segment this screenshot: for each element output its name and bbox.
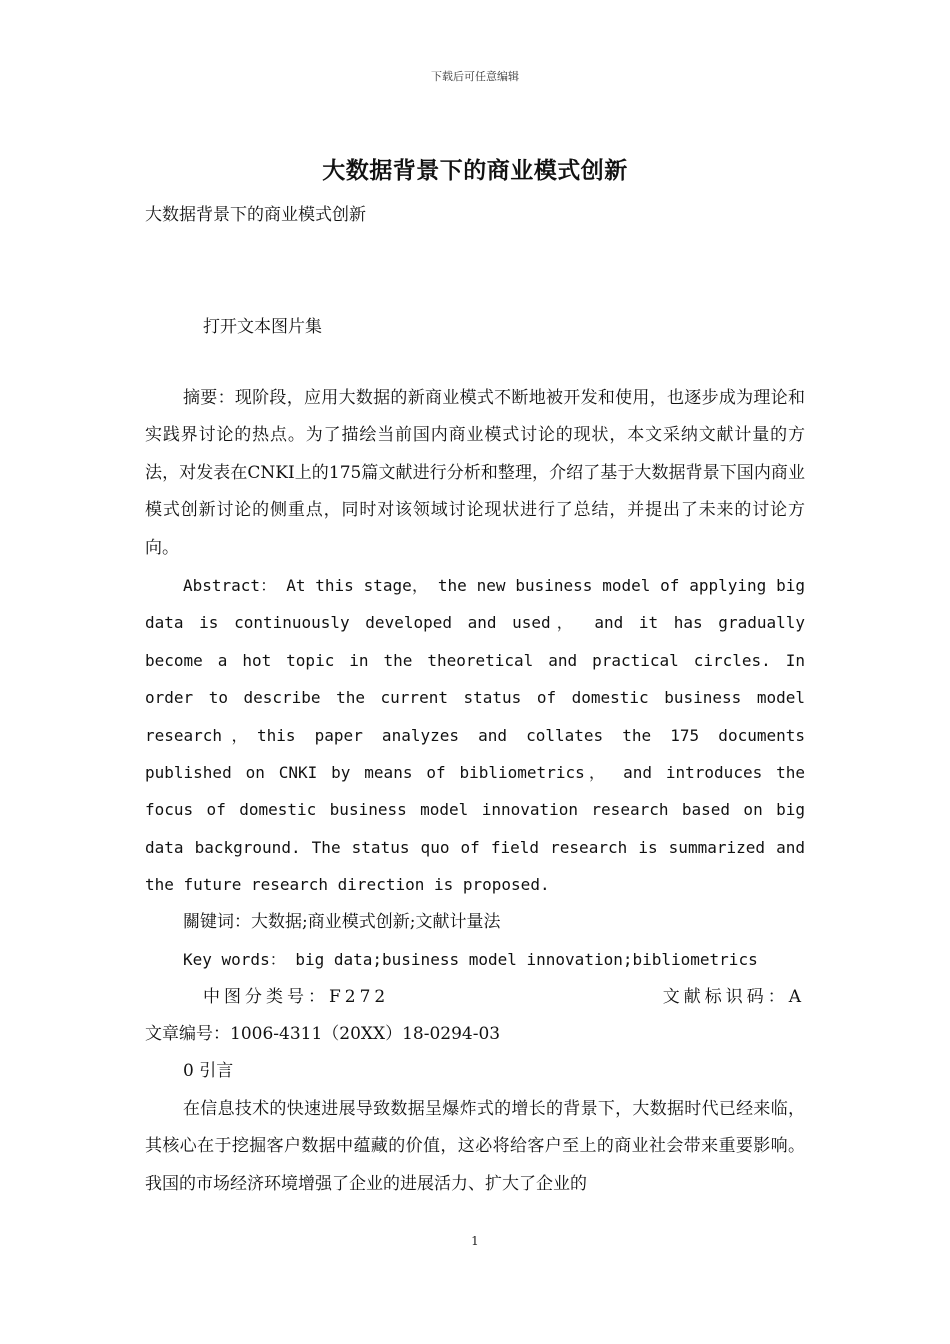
- article-number: 文章编号：1006-4311（20XX）18-0294-03: [145, 1023, 501, 1044]
- intro-paragraph: 在信息技术的快速进展导致数据呈爆炸式的增长的背景下，大数据时代已经来临，其核心在于挖掘客户数据中蕴藏的价值，这必将给客户至上的商业社会带来重要影响。我国的市场经济环境增强了企业的进展活力、扩大了企业的: [145, 1098, 805, 1194]
- abstract-english: Abstract： At this stage， the new business model of applying big data is continuously developed and used， and it has gradually become a hot topic in the theoretical and practical circles. In order to describe the current status of domestic business model research，this paper analyzes and collates the 175 documents published on CNKI by means of bibliometrics， and introduces the focus of domestic business model innovation research based on big data background. The status quo of field research is summarized and the future research direction is proposed.: [145, 576, 805, 895]
- document-title: 大数据背景下的商业模式创新: [322, 157, 628, 184]
- classification-number: 中图分类号：F272: [203, 986, 390, 1007]
- page-number: 1: [471, 1234, 479, 1248]
- document-subtitle: 大数据背景下的商业模式创新: [145, 205, 366, 225]
- keywords-english: Key words： big data;business model innovation;bibliometrics: [183, 950, 758, 970]
- open-gallery-link[interactable]: 打开文本图片集: [203, 317, 322, 337]
- abstract-chinese: 摘要：现阶段，应用大数据的新商业模式不断地被开发和使用，也逐步成为理论和实践界讨论的热点。为了描绘当前国内商业模式讨论的现状，本文采纳文献计量的方法，对发表在CNKI上的175篇文献进行分析和整理，介绍了基于大数据背景下国内商业模式创新讨论的侧重点，同时对该领域讨论现状进行了总结，并提出了未来的讨论方向。: [145, 388, 805, 558]
- document-body: [145, 380, 805, 1203]
- keywords-chinese: 關键词：大数据;商业模式创新;文献计量法: [183, 911, 501, 932]
- document-code: 文献标识码：A: [662, 986, 805, 1007]
- classification-line: [145, 979, 805, 1016]
- section-heading: 0 引言: [183, 1061, 234, 1082]
- page-header: 下载后可任意编辑: [431, 70, 519, 83]
